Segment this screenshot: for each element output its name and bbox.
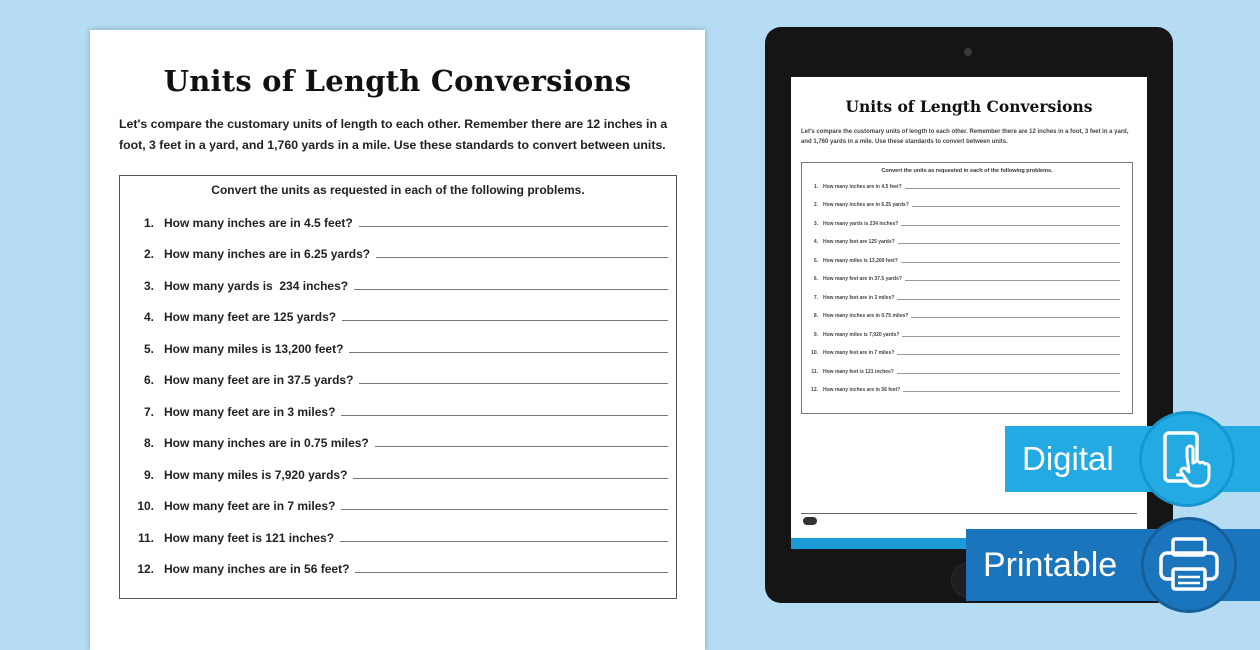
question-row: 3. How many yards is 234 inches? <box>130 273 668 293</box>
tablet-touch-icon <box>1139 411 1235 507</box>
answer-line[interactable] <box>355 572 668 573</box>
question-row: 4. How many feet are 125 yards? <box>130 304 668 324</box>
answer-line[interactable] <box>342 320 668 321</box>
mini-question-row: 4. How many feet are 125 yards? <box>810 235 1120 245</box>
mini-question-row: 3. How many yards is 234 inches? <box>810 217 1120 227</box>
answer-line[interactable] <box>375 446 668 447</box>
answer-line[interactable] <box>359 226 668 227</box>
question-row: 8. How many inches are in 0.75 miles? <box>130 430 668 450</box>
mini-question-row: 1. How many inches are in 4.5 feet? <box>810 180 1120 190</box>
mini-question-row: 12. How many inches are in 56 feet? <box>810 383 1120 393</box>
question-row: 10. How many feet are in 7 miles? <box>130 493 668 513</box>
mini-question-row: 11. How many feet is 121 inches? <box>810 365 1120 375</box>
mini-question-row: 9. How many miles is 7,920 yards? <box>810 328 1120 338</box>
question-row: 7. How many feet are in 3 miles? <box>130 399 668 419</box>
answer-line[interactable] <box>359 383 668 384</box>
answer-line[interactable] <box>376 257 668 258</box>
mini-logo <box>803 517 817 525</box>
question-row: 2. How many inches are in 6.25 yards? <box>130 241 668 261</box>
mini-questions-box <box>801 162 1133 414</box>
questions-box <box>119 175 677 599</box>
answer-line[interactable] <box>354 289 668 290</box>
question-row: 5. How many miles is 13,200 feet? <box>130 336 668 356</box>
printable-label-text: Printable <box>983 545 1118 584</box>
printer-icon <box>1141 517 1237 613</box>
questions-instructions: Convert the units as requested in each of the following problems. <box>211 183 585 197</box>
worksheet-page <box>90 30 705 650</box>
answer-line[interactable] <box>341 509 668 510</box>
tablet-device <box>765 27 1173 603</box>
mini-question-row: 8. How many inches are in 0.75 miles? <box>810 309 1120 319</box>
mini-questions-instructions: Convert the units as requested in each of the following problems. <box>881 168 1053 174</box>
mini-question-row: 2. How many inches are in 6.25 yards? <box>810 198 1120 208</box>
mini-worksheet-title: Units of Length Conversions <box>845 97 1093 116</box>
question-row: 6. How many feet are in 37.5 yards? <box>130 367 668 387</box>
question-row: 1. How many inches are in 4.5 feet? <box>130 210 668 230</box>
tablet-camera <box>964 48 972 56</box>
mini-question-row: 6. How many feet are in 37.5 yards? <box>810 272 1120 282</box>
answer-line[interactable] <box>340 541 668 542</box>
digital-label-text: Digital <box>1022 440 1114 477</box>
mini-question-row: 7. How many feet are in 3 miles? <box>810 291 1120 301</box>
answer-line[interactable] <box>349 352 668 353</box>
question-row: 9. How many miles is 7,920 yards? <box>130 462 668 482</box>
worksheet-title: Units of Length Conversions <box>163 64 632 98</box>
worksheet-intro: Let's compare the customary units of length to each other. Remember there are 12 inches in a foot, 3 feet in a yard, and 1,760 yards in a mile. Use these standards to convert between units. <box>119 117 668 152</box>
mini-footer-line <box>801 513 1137 514</box>
mini-worksheet-intro: Let's compare the customary units of length to each other. Remember there are 12 inches in a foot, 3 feet in a yard, and 1,760 yards in a mile. Use these standards to convert between units. <box>801 129 1129 145</box>
answer-line[interactable] <box>341 415 668 416</box>
answer-line[interactable] <box>353 478 668 479</box>
question-row: 11. How many feet is 121 inches? <box>130 525 668 545</box>
question-row: 12. How many inches are in 56 feet? <box>130 556 668 576</box>
mini-question-row: 10. How many feet are in 7 miles? <box>810 346 1120 356</box>
mini-question-row: 5. How many miles is 13,200 feet? <box>810 254 1120 264</box>
